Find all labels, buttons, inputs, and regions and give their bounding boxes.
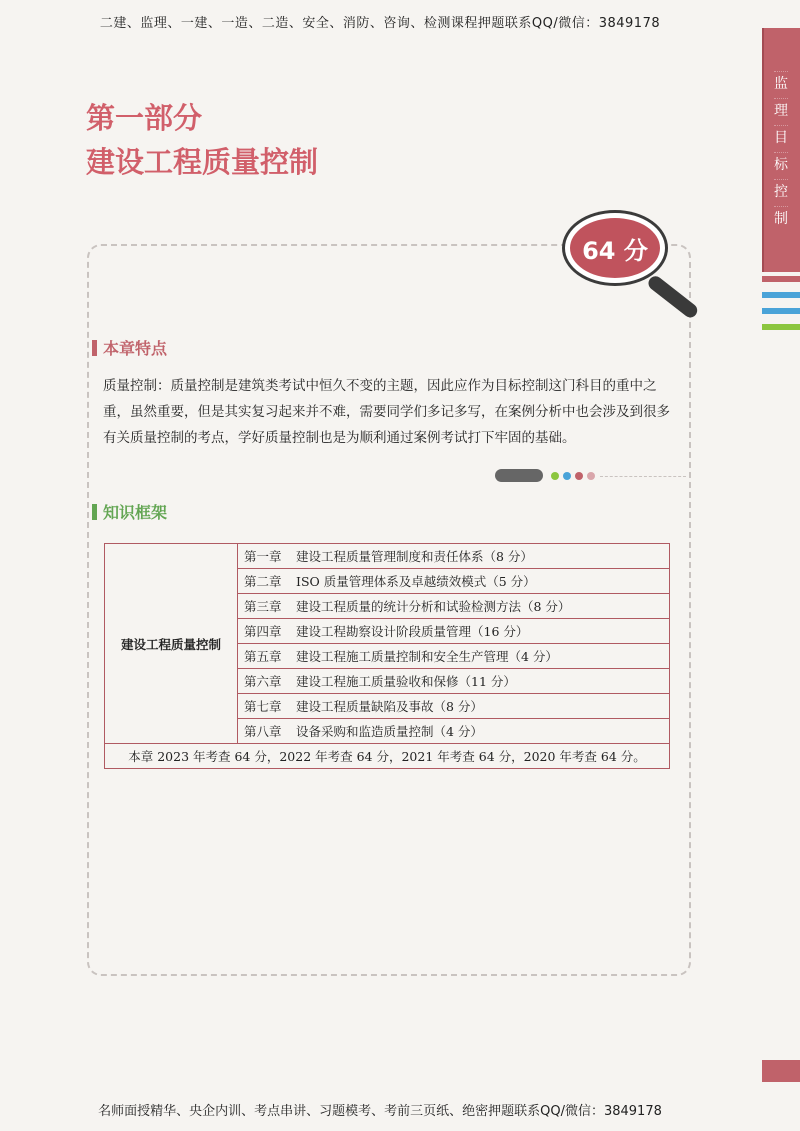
side-tab-char: 制 <box>774 206 788 229</box>
table-footer: 本章 2023 年考查 64 分，2022 年考查 64 分，2021 年考查 64 分，2020 年考查 64 分。 <box>105 744 670 769</box>
color-stripe <box>762 292 800 298</box>
knowledge-framework-table <box>104 543 670 769</box>
decorative-dot <box>563 472 571 480</box>
chapter-cell <box>238 644 670 669</box>
side-tab-char: 目 <box>774 125 788 148</box>
decorative-dot <box>551 472 559 480</box>
section-heading-text: 知识框架 <box>103 503 168 522</box>
side-tab-char: 监 <box>774 71 788 94</box>
chapter-number: 第一章 <box>244 549 282 564</box>
top-banner: 二建、监理、一建、一造、二造、安全、消防、咨询、检测课程押题联系QQ/微信：3849178 <box>99 16 661 31</box>
divider <box>600 476 686 478</box>
bottom-banner: 名师面授精华、央企内训、考点串讲、习题模考、考前三页纸、绝密押题联系QQ/微信：3849178 <box>98 1104 662 1119</box>
chapter-cell <box>238 669 670 694</box>
chapter-cell <box>238 544 670 569</box>
section-heading-features <box>92 336 167 359</box>
side-tab <box>762 28 800 272</box>
chapter-cell <box>238 619 670 644</box>
page-corner-tab <box>762 1060 800 1082</box>
score-value: 64 分 <box>565 213 665 283</box>
chapter-title: 建设工程质量缺陷及事故（8 分） <box>296 699 483 714</box>
color-stripe <box>762 324 800 330</box>
chapter-title: 建设工程施工质量验收和保修（11 分） <box>296 674 516 689</box>
chapter-cell <box>238 694 670 719</box>
chapter-number: 第二章 <box>244 574 282 589</box>
decorative-dot <box>587 472 595 480</box>
chapter-number: 第三章 <box>244 599 282 614</box>
chapter-number: 第五章 <box>244 649 282 664</box>
chapter-number: 第八章 <box>244 724 282 739</box>
chapter-features-text: 质量控制：质量控制是建筑类考试中恒久不变的主题，因此应作为目标控制这门科目的重中之重，虽然重要，但是其实复习起来并不难，需要同学们多记多写，在案例分析中也会涉及到很多有关质量控制的考点，学好质量控制也是为顺利通过案例考试打下牢固的基础。 <box>103 378 670 446</box>
decorative-dot <box>575 472 583 480</box>
chapter-number: 第七章 <box>244 699 282 714</box>
chapter-number: 第六章 <box>244 674 282 689</box>
score-badge <box>565 213 669 287</box>
section-heading-framework <box>92 500 167 523</box>
title-part: 第一部分 <box>86 101 203 135</box>
side-tab-char: 控 <box>774 179 788 202</box>
chapter-cell <box>238 594 670 619</box>
chapter-cell <box>238 719 670 744</box>
chapter-title: 建设工程勘察设计阶段质量管理（16 分） <box>296 624 529 639</box>
chapter-title: 建设工程施工质量控制和安全生产管理（4 分） <box>296 649 558 664</box>
color-stripe <box>762 308 800 314</box>
chapter-number: 第四章 <box>244 624 282 639</box>
page-title <box>86 96 318 184</box>
chapter-title: ISO 质量管理体系及卓越绩效模式（5 分） <box>296 574 536 589</box>
chapter-title: 建设工程质量管理制度和责任体系（8 分） <box>296 549 533 564</box>
decorative-pill <box>495 469 543 482</box>
subject-cell: 建设工程质量控制 <box>105 544 238 744</box>
table-row <box>105 744 670 769</box>
chapter-cell <box>238 569 670 594</box>
side-tab-char: 理 <box>774 98 788 121</box>
heading-bar <box>92 340 97 356</box>
title-subject: 建设工程质量控制 <box>86 145 319 179</box>
section-heading-text: 本章特点 <box>103 339 168 358</box>
chapter-title: 建设工程质量的统计分析和试验检测方法（8 分） <box>296 599 571 614</box>
heading-bar <box>92 504 97 520</box>
side-tab-char: 标 <box>774 152 788 175</box>
chapter-title: 设备采购和监造质量控制（4 分） <box>296 724 483 739</box>
table-row <box>105 544 670 569</box>
color-stripe <box>762 276 800 282</box>
